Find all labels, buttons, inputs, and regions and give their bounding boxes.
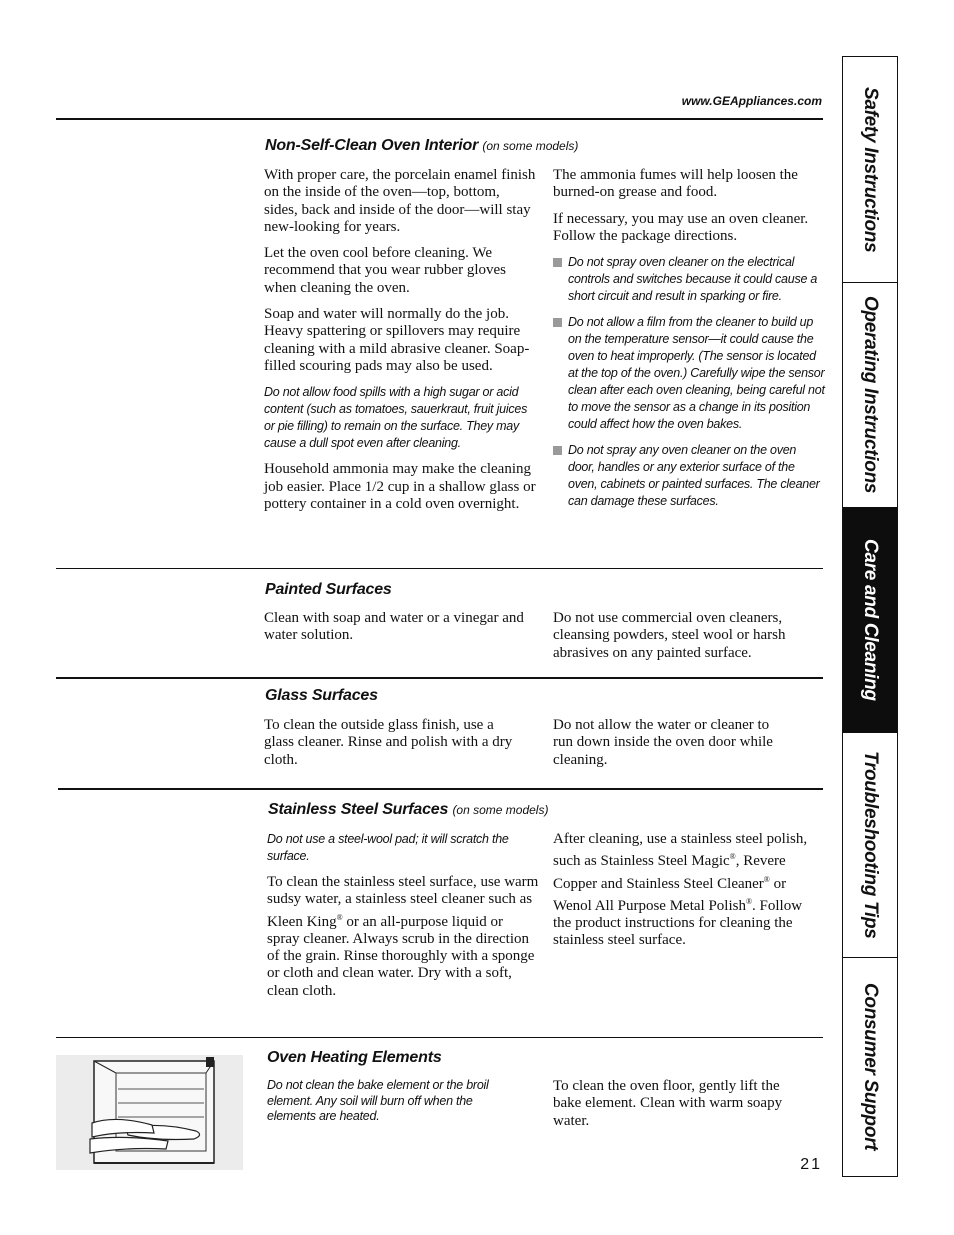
registered-mark: ® xyxy=(336,912,343,922)
stainless-right-column xyxy=(553,831,815,959)
tab-label: Safety Instructions xyxy=(860,86,881,253)
paragraph: To clean the outside glass finish, use a glass cleaner. Rinse and polish with a dry cloth. xyxy=(264,717,513,768)
tab-safety-instructions[interactable] xyxy=(843,57,897,283)
section-subtitle: (on some models) xyxy=(452,803,549,817)
section-divider xyxy=(56,568,823,569)
tab-label: Consumer Support xyxy=(860,982,881,1151)
paragraph: With proper care, the porcelain enamel finish on the inside of the oven—top, bottom, sides, back and inside of the door—will stay new-looking for years. xyxy=(264,167,536,235)
bullet-item xyxy=(553,442,825,510)
oven-cleaning-drawing xyxy=(56,1055,243,1170)
registered-mark: ® xyxy=(729,852,736,862)
text-run: After cleaning, use a stainless steel polish, such as Stainless Steel Magic xyxy=(553,831,808,870)
paragraph: Soap and water will normally do the job. Heavy spattering or spillovers may require cleaning with a mild abrasive cleaner. Soap-filled scouring pads may also be used. xyxy=(264,306,530,374)
tab-care-and-cleaning[interactable] xyxy=(843,507,897,733)
text-run: To clean the stainless steel surface, use warm sudsy water, a stainless steel cleaner such as Kleen King xyxy=(267,874,539,930)
registered-mark: ® xyxy=(763,874,770,884)
caution-note: Do not clean the bake element or the broil element. Any soil will burn off when the elements are heated. xyxy=(267,1078,489,1123)
registered-mark: ® xyxy=(745,896,753,906)
text-run: , Revere Copper and Stainless Steel Cleaner xyxy=(553,853,786,892)
section-title-heating: Oven Heating Elements xyxy=(267,1049,442,1066)
bullet-text: Do not spray oven cleaner on the electrical controls and switches because it could cause a short circuit and result in sparking or fire. xyxy=(568,255,818,304)
section-title-glass: Glass Surfaces xyxy=(265,687,378,704)
glass-right-column xyxy=(553,717,781,778)
tab-consumer-support[interactable] xyxy=(843,957,897,1176)
paragraph: Do not allow the water or cleaner to run down inside the oven door while cleaning. xyxy=(553,717,773,768)
heating-right-column xyxy=(553,1078,793,1139)
paragraph: The ammonia fumes will help loosen the burned-on grease and food. xyxy=(553,167,798,201)
paragraph: Do not use commercial oven cleaners, cleansing powders, steel wool or harsh abrasives on any painted surface. xyxy=(553,610,786,661)
section-divider xyxy=(56,1037,823,1038)
section-subtitle: (on some models) xyxy=(482,139,579,153)
paragraph: Household ammonia may make the cleaning job easier. Place 1/2 cup in a shallow glass or pottery container in a cold oven overnight. xyxy=(264,461,536,512)
paragraph: Clean with soap and water or a vinegar and water solution. xyxy=(264,610,524,644)
section-title-painted: Painted Surfaces xyxy=(265,581,392,598)
section-title-non-self-clean xyxy=(265,137,578,155)
painted-left-column xyxy=(264,610,536,654)
section-tabs xyxy=(842,56,898,1177)
paragraph xyxy=(553,831,815,950)
tab-label: Operating Instructions xyxy=(860,295,881,494)
page-number: 21 xyxy=(800,1156,822,1173)
caution-note: Do not use a steel-wool pad; it will scratch the surface. xyxy=(267,832,509,863)
paragraph: Let the oven cool before cleaning. We recommend that you wear rubber gloves when cleaning the oven. xyxy=(264,245,506,296)
bullet-square-icon xyxy=(553,258,562,267)
tab-label: Care and Cleaning xyxy=(860,538,881,701)
website-url: www.GEAppliances.com xyxy=(681,94,822,108)
section-title-text: Non-Self-Clean Oven Interior xyxy=(265,137,479,154)
glass-left-column xyxy=(264,717,519,778)
bullet-text: Do not allow a film from the cleaner to build up on the temperature sensor—it could cause the oven to heat improperly. (The sensor is located at the top of the oven.) Carefully wipe the sensor clean after each oven cleaning, being careful not to move the sensor as a change in its position could affect how the oven bakes. xyxy=(568,315,825,432)
oven-element-illustration xyxy=(56,1055,243,1170)
painted-right-column xyxy=(553,610,808,671)
bullet-item xyxy=(553,314,825,433)
text-run: or an all-purpose liquid or spray cleaner. Always scrub in the direction of the grain. Rinse thoroughly with a sponge or cloth and clean water. Dry with a soft, clean cloth. xyxy=(267,913,535,999)
tab-troubleshooting-tips[interactable] xyxy=(843,732,897,958)
non-self-clean-left-column xyxy=(264,167,536,522)
bullet-text: Do not spray any oven cleaner on the oven door, handles or any exterior surface of the oven, cabinets or painted surfaces. The cleaner can damage these surfaces. xyxy=(568,443,820,509)
stainless-left-column xyxy=(267,831,539,1009)
text-run: . Follow the product instructions for cleaning the stainless steel surface. xyxy=(553,897,803,949)
heating-left-column xyxy=(267,1078,512,1134)
bullet-square-icon xyxy=(553,446,562,455)
tab-operating-instructions[interactable] xyxy=(843,282,897,508)
section-title-text: Stainless Steel Surfaces xyxy=(268,801,449,818)
caution-note: Do not allow food spills with a high sugar or acid content (such as tomatoes, sauerkraut, fruit juices or pie filling) to remain on the surface. They may cause a dull spot even after cleaning. xyxy=(264,385,528,451)
paragraph xyxy=(267,874,539,1000)
bullet-square-icon xyxy=(553,318,562,327)
paragraph: If necessary, you may use an oven cleaner. Follow the package directions. xyxy=(553,210,809,244)
bullet-item xyxy=(553,254,825,305)
section-divider xyxy=(58,788,823,790)
section-divider xyxy=(56,118,823,120)
non-self-clean-right-column xyxy=(553,167,825,519)
section-divider xyxy=(56,677,823,679)
tab-label: Troubleshooting Tips xyxy=(860,750,881,939)
section-title-stainless xyxy=(268,801,548,819)
paragraph: To clean the oven floor, gently lift the bake element. Clean with warm soapy water. xyxy=(553,1078,783,1129)
text-run: or Wenol All Purpose Metal Polish xyxy=(553,875,787,914)
